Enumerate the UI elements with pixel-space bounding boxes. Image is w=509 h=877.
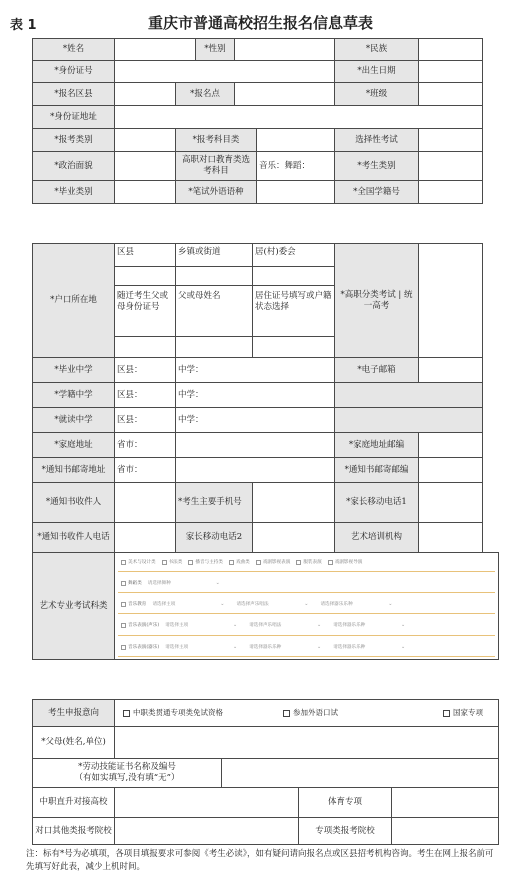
field-exam-category[interactable] — [114, 128, 176, 152]
label-parent: *父母(姓名,单位) — [32, 726, 115, 759]
art-option-4[interactable]: 戏剧影视表演 — [256, 559, 291, 565]
divider — [118, 592, 495, 593]
field-home-postcode[interactable] — [418, 432, 483, 458]
checkbox-icon — [256, 560, 261, 565]
label-grad-type: *毕业类别 — [32, 180, 115, 204]
checkbox-icon — [121, 623, 126, 628]
label-email: *电子邮箱 — [334, 357, 419, 383]
field-birth-date[interactable] — [418, 60, 483, 83]
checkbox-icon — [296, 560, 301, 565]
chevron-down-icon: ⌄ — [400, 644, 406, 650]
label-candidate-type: *考生类别 — [334, 151, 419, 181]
field-recipient[interactable] — [114, 482, 176, 523]
label-intent: 考生申报意向 — [32, 699, 115, 727]
field-district[interactable] — [114, 82, 176, 106]
art-option-3[interactable]: 戏曲类 — [229, 559, 250, 565]
label-guardian-id: 随迁考生父或母身份证号 — [114, 285, 176, 337]
home-province[interactable]: 省市： — [114, 432, 176, 458]
label-ethnicity: *民族 — [334, 38, 419, 61]
footnote: 注：标有*号为必填项，各项目填报要求可参阅《考生必读》，如有疑问请向报名点或区县招考机构咨询。考生在网上报名前可先填写好此表，减少上机时间。 — [26, 849, 494, 872]
label-recipient-phone: *通知书收件人电话 — [32, 522, 115, 553]
music-edu-select-3[interactable]: 请选择器乐乐种 ⌄ — [320, 601, 393, 607]
cur-school[interactable]: 中学： — [175, 407, 335, 433]
chevron-down-icon: ⌄ — [316, 622, 322, 628]
label-name: *姓名 — [32, 38, 115, 61]
art-instrument-option[interactable]: 音乐表演(器乐) — [121, 644, 159, 650]
field-recipient-phone[interactable] — [114, 522, 176, 553]
label-recipient: *通知书收件人 — [32, 482, 115, 523]
label-current-school: *就读中学 — [32, 407, 115, 433]
field-guardian-phone[interactable] — [252, 482, 335, 523]
label-district: *报名区县 — [32, 82, 115, 106]
blank-grey-1 — [334, 382, 483, 408]
checkbox-icon — [283, 710, 290, 717]
field-music-dance[interactable]: 音乐：舞蹈： — [256, 151, 335, 181]
checkbox-icon — [121, 602, 126, 607]
field-id-number[interactable] — [114, 60, 335, 83]
reg-school[interactable]: 中学： — [175, 382, 335, 408]
art-row-general — [121, 557, 492, 567]
label-id-number: *身份证号 — [32, 60, 115, 83]
art-option-5[interactable]: 服装表演 — [296, 559, 321, 565]
field-candidate-type[interactable] — [418, 151, 483, 181]
grad-county[interactable]: 区县： — [114, 357, 176, 383]
vocal-select-2[interactable]: 请选择声乐唱法 ⌄ — [249, 622, 322, 628]
label-exam-subject: *报考科目类 — [175, 128, 257, 152]
divider — [118, 613, 495, 614]
reg-county[interactable]: 区县： — [114, 382, 176, 408]
grad-school[interactable]: 中学： — [175, 357, 335, 383]
art-row-instrument — [121, 642, 492, 652]
field-exam-subject[interactable] — [256, 128, 335, 152]
checkbox-icon — [121, 560, 126, 565]
field-elective[interactable] — [418, 128, 483, 152]
blank-grey-2 — [334, 407, 483, 433]
art-option-1[interactable]: 书法类 — [162, 559, 183, 565]
art-row-dance — [121, 578, 492, 588]
vocal-select-3[interactable]: 请选择器乐乐种 ⌄ — [333, 622, 406, 628]
chevron-down-icon: ⌄ — [232, 622, 238, 628]
label-other: 对口其他类报考院校 — [32, 817, 115, 845]
page-title: 重庆市普通高校招生报名信息草表 — [148, 14, 374, 32]
label-parent-phone2: 家长移动电话2 — [175, 522, 253, 553]
label-notice-postcode: *通知书邮寄邮编 — [334, 457, 419, 483]
label-home-postcode: *家庭地址邮编 — [334, 432, 419, 458]
field-id-address[interactable] — [114, 105, 483, 129]
field-political[interactable] — [114, 151, 176, 181]
label-foreign-lang: *笔试外语语种 — [175, 180, 257, 204]
art-row-music-edu — [121, 599, 492, 609]
art-option-2[interactable]: 播音与主持类 — [188, 559, 223, 565]
art-dance-option[interactable]: 舞蹈类 — [121, 580, 142, 586]
table-number: 表 1 — [10, 18, 37, 33]
field-notice-postcode[interactable] — [418, 457, 483, 483]
label-gender: *性别 — [195, 38, 235, 61]
label-direct: 中职直升对接高校 — [32, 787, 115, 818]
checkbox-icon — [123, 710, 130, 717]
art-vocal-option[interactable]: 音乐表演(声乐) — [121, 622, 159, 628]
label-special: 专项类报考院校 — [298, 817, 392, 845]
label-birth-date: *出生日期 — [334, 60, 419, 83]
chevron-down-icon: ⌄ — [388, 601, 393, 607]
field-township[interactable] — [175, 266, 253, 286]
label-grad-school: *毕业中学 — [32, 357, 115, 383]
field-site[interactable] — [234, 82, 335, 106]
label-cert: *劳动技能证书名称及编号 （有如实填写,没有填“无”） — [32, 758, 222, 788]
field-parent-phone1[interactable] — [418, 482, 483, 523]
label-parent-name: 父或母姓名 — [175, 285, 253, 337]
field-cert[interactable] — [221, 758, 499, 788]
field-email[interactable] — [418, 357, 483, 383]
field-class[interactable] — [418, 82, 483, 106]
checkbox-icon — [121, 581, 126, 586]
intent-option-2[interactable]: 参加外语口试 — [283, 708, 443, 717]
label-township: 乡镇或街道 — [175, 243, 253, 267]
field-guardian-id[interactable] — [114, 336, 176, 358]
checkbox-icon — [229, 560, 234, 565]
art-subject-panel — [114, 552, 499, 660]
field-county[interactable] — [114, 266, 176, 286]
field-direct[interactable] — [114, 787, 299, 818]
field-ethnicity[interactable] — [418, 38, 483, 61]
label-class: *班级 — [334, 82, 419, 106]
field-parent-phone2[interactable] — [252, 522, 335, 553]
checkbox-icon — [162, 560, 167, 565]
art-option-6[interactable]: 戏剧影视导演 — [328, 559, 363, 565]
label-home-address: *家庭地址 — [32, 432, 115, 458]
divider — [118, 571, 495, 572]
vocal-select-1[interactable]: 请选择主项 ⌄ — [165, 622, 238, 628]
label-sports: 体育专项 — [298, 787, 392, 818]
label-residence-state: 居住证号填写或户籍状态选择 — [252, 285, 335, 337]
instrument-select-3[interactable]: 请选择器乐乐种 ⌄ — [333, 644, 406, 650]
music-edu-select-2[interactable]: 请选择声乐唱法 ⌄ — [236, 601, 309, 607]
field-voc-category[interactable] — [418, 243, 483, 358]
label-guardian-phone: *考生主要手机号 — [175, 482, 253, 523]
field-other[interactable] — [114, 817, 299, 845]
field-village[interactable] — [252, 266, 335, 286]
field-parent[interactable] — [114, 726, 499, 759]
label-village: 居(村)委会 — [252, 243, 335, 267]
music-edu-select-1[interactable]: 请选择主项 ⌄ — [152, 601, 225, 607]
field-notice-address[interactable] — [175, 457, 335, 483]
label-id-address: *身份证地址 — [32, 105, 115, 129]
label-county: 区县 — [114, 243, 176, 267]
label-parent-phone1: *家长移动电话1 — [334, 482, 419, 523]
label-student-no: *全国学籍号 — [334, 180, 419, 204]
chevron-down-icon: ⌄ — [232, 644, 238, 650]
chevron-down-icon: ⌄ — [304, 601, 309, 607]
dance-select[interactable]: 请选择舞种 ⌄ — [147, 580, 220, 586]
intent-options — [114, 699, 499, 727]
instrument-select-2[interactable]: 请选择器乐乐种 ⌄ — [249, 644, 322, 650]
field-parent-name[interactable] — [175, 336, 253, 358]
field-special[interactable] — [391, 817, 499, 845]
art-music-edu-option[interactable]: 音乐教育 — [121, 601, 146, 607]
label-hukou: *户口所在地 — [32, 243, 115, 358]
notice-province[interactable]: 省市： — [114, 457, 176, 483]
art-row-vocal — [121, 620, 492, 630]
label-notice-address: *通知书邮寄地址 — [32, 457, 115, 483]
checkbox-icon — [121, 645, 126, 650]
chevron-down-icon: ⌄ — [215, 580, 220, 586]
label-art-school: 艺术培训机构 — [334, 522, 419, 553]
field-residence-state[interactable] — [252, 336, 335, 358]
label-site: *报名点 — [175, 82, 235, 106]
field-art-school[interactable] — [418, 522, 483, 553]
checkbox-icon — [188, 560, 193, 565]
divider — [118, 635, 495, 636]
checkbox-icon — [443, 710, 450, 717]
chevron-down-icon: ⌄ — [400, 622, 406, 628]
chevron-down-icon: ⌄ — [316, 644, 322, 650]
label-political: *政治面貌 — [32, 151, 115, 181]
field-student-no[interactable] — [418, 180, 483, 204]
intent-option-1[interactable]: 中职类贯通专项类免试资格 — [123, 708, 283, 717]
label-vocational-subject: 高职对口教育类选考科目 — [175, 151, 257, 181]
label-elective: 选择性考试 — [334, 128, 419, 152]
label-art-category: 艺术专业考试科类 — [32, 552, 115, 660]
chevron-down-icon: ⌄ — [220, 601, 225, 607]
label-voc-category: *高职分类考试 | 统一高考 — [334, 243, 419, 358]
intent-option-3[interactable]: 国家专项 — [443, 708, 483, 717]
art-option-0[interactable]: 美术与设计类 — [121, 559, 156, 565]
field-foreign-lang[interactable] — [256, 180, 335, 204]
label-reg-school: *学籍中学 — [32, 382, 115, 408]
field-name[interactable] — [114, 38, 196, 61]
field-gender[interactable] — [234, 38, 335, 61]
cur-county[interactable]: 区县： — [114, 407, 176, 433]
label-exam-category: *报考类别 — [32, 128, 115, 152]
field-home-address[interactable] — [175, 432, 335, 458]
instrument-select-1[interactable]: 请选择主项 ⌄ — [165, 644, 238, 650]
field-grad-type[interactable] — [114, 180, 176, 204]
field-sports[interactable] — [391, 787, 499, 818]
checkbox-icon — [328, 560, 333, 565]
divider — [118, 656, 495, 657]
